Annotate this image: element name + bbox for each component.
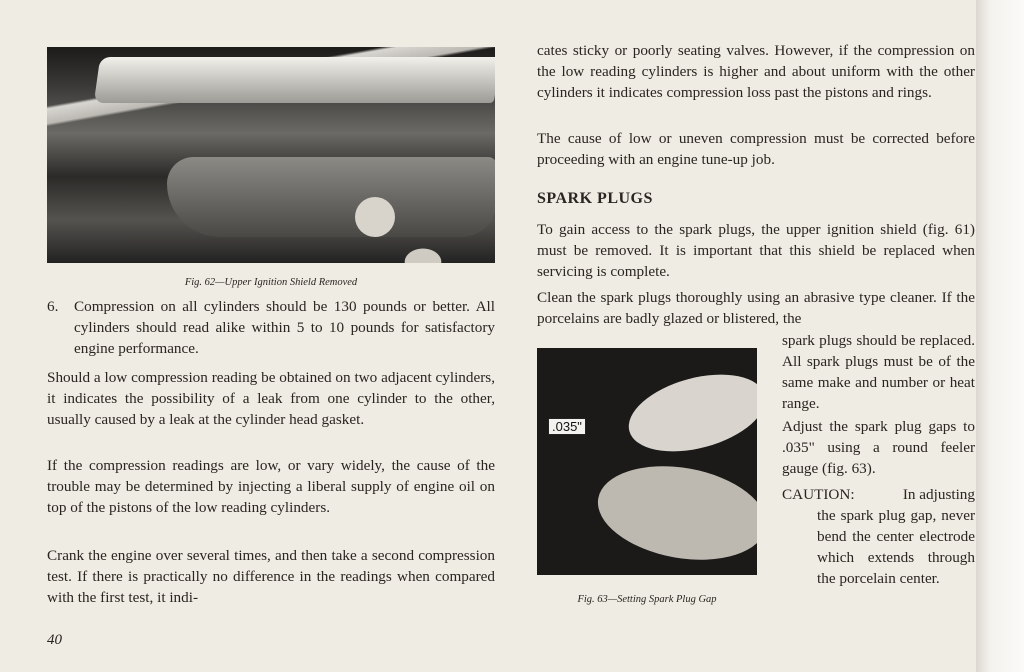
item6-number: 6. <box>47 298 59 315</box>
engine-shield <box>167 157 495 237</box>
fig62-caption: Fig. 62—Upper Ignition Shield Removed <box>184 277 358 288</box>
right-para-4b: spark plugs should be replaced. All spark plugs must be of the same make and number or heat range. <box>782 332 975 412</box>
item6-text: Compression on all cylinders should be 130 pounds or better. All cylinders should read alike within 5 to 10 pounds for satisfactory engine performance. <box>74 298 495 357</box>
page-edge <box>976 0 1024 672</box>
fig63-caption: Fig. 63—Setting Spark Plug Gap <box>577 594 717 605</box>
hand-upper <box>620 361 757 465</box>
right-para-3: To gain access to the spark plugs, the upper ignition shield (fig. 61) must be removed. It is important that this shield be replaced when servicing is complete. <box>537 221 975 280</box>
caution-label: CAUTION: <box>782 486 855 503</box>
gap-label: .035" <box>548 418 586 435</box>
left-para-2: If the compression readings are low, or vary widely, the cause of the trouble may be determined by injecting a liberal supply of engine oil on top of the pistons of the low reading cylinders. <box>47 457 495 516</box>
hand-lower <box>590 454 757 572</box>
left-para-3: Crank the engine over several times, and then take a second compression test. If there is practically no difference in the readings when compared with the first test, it indi- <box>47 547 495 606</box>
page-number: 40 <box>47 632 62 648</box>
right-para-1: cates sticky or poorly seating valves. However, if the compression on the low reading cylinders is higher and about uniform with the other cylinders it indicates compression loss past the pistons and rings. <box>537 42 975 101</box>
caution-text: the spark plug gap, never bend the center electrode which extends through the porcelain center. <box>817 507 975 587</box>
caution-first-line <box>782 484 975 505</box>
engine-cap <box>355 197 395 237</box>
engine-rail <box>94 57 495 103</box>
section-heading-spark-plugs: SPARK PLUGS <box>537 190 653 207</box>
engine-photo-fig62 <box>47 47 495 263</box>
spark-plug-photo-fig63 <box>537 348 757 575</box>
left-para-1: Should a low compression reading be obtained on two adjacent cylinders, it indicates the possibility of a leak from one cylinder to the other, usually caused by a leak at the cylinder head gasket. <box>47 369 495 428</box>
right-para-2: The cause of low or uneven compression must be corrected before proceeding with an engine tune-up job. <box>537 130 975 168</box>
right-para-4a: Clean the spark plugs thoroughly using an abrasive type cleaner. If the porcelains are badly glazed or blistered, the <box>537 289 975 327</box>
right-para-5: Adjust the spark plug gaps to .035" using a round feeler gauge (fig. 63). <box>782 418 975 477</box>
caution-first: In adjusting <box>902 486 975 503</box>
